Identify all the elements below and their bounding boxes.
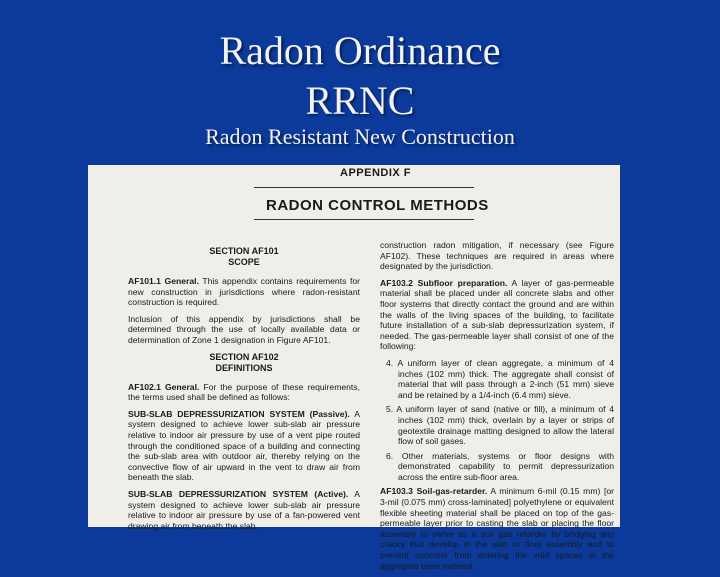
right-column [380, 240, 614, 577]
document-scan [88, 165, 620, 571]
paragraph [380, 486, 614, 571]
divider [254, 219, 474, 220]
list-item: 6. Other materials, systems or floor designs with demonstrated capability to permit depressurization across the entire sub-floor area. [386, 450, 614, 482]
slide-title-acronym: RRNC [305, 78, 415, 123]
list-item: 4. A uniform layer of clean aggregate, a minimum of 4 inches (102 mm) thick. The aggregate shall consist of material that will pass through a 2-inch (51 mm) sieve and be retained by a 1/4-inch (6.4 mm) sieve. [386, 357, 614, 400]
slide-title: Radon Ordinance [219, 28, 501, 73]
paragraph [128, 276, 360, 308]
paragraph-text: This appendix contains requirements for new construction in jurisdictions where radon-resistant construction is required. [128, 276, 360, 308]
section-heading-definitions: SECTION AF102 DEFINITIONS [209, 351, 279, 373]
divider [254, 187, 474, 188]
paragraph-head: AF103.3 Soil-gas-retarder. [380, 486, 488, 497]
document-title: RADON CONTROL METHODS [266, 197, 489, 214]
paragraph: Inclusion of this appendix by jurisdictions shall be determined through the use of locally available data or determination of Zone 1 designation in Figure AF101. [128, 313, 360, 345]
definition-term: SUB-SLAB DEPRESSURIZATION SYSTEM (Active). [128, 488, 349, 499]
left-column [128, 240, 360, 537]
definition-term: SUB-SLAB DEPRESSURIZATION SYSTEM (Passive). [128, 408, 350, 419]
paragraph-text: A layer of gas-permeable material shall be placed under all concrete slabs and other floor systems that directly contact the ground and are within the walls of the living spaces of the building, to facilitate future installation of a sub-slab depressurization system, if needed. The gas-permeable layer shall consist of one of the following: [380, 277, 614, 352]
paragraph [128, 382, 360, 403]
paragraph: construction radon mitigation, if necessary (see Figure AF102). These techniques are required in areas where designated by the jurisdiction. [380, 240, 614, 272]
appendix-label: APPENDIX F [340, 167, 412, 179]
paragraph-text: A minimum 6-mil (0.15 mm) [or 3-mil (0.075 mm) cross-laminated] polyethylene or equivalent flexible sheeting material shall be placed on top of the gas-permeable layer prior to casting the slab or placing the floor assembly to serve as a soil gas retarder by bridging any cracks that develop in the slab or floor assembly and to prevent concrete from entering the void spaces in the aggregate base material. [380, 486, 614, 571]
paragraph [380, 278, 614, 352]
section-heading-scope: SECTION AF101 SCOPE [209, 246, 279, 267]
paragraph-head: AF103.2 Subfloor preparation. [380, 277, 508, 288]
paragraph [128, 409, 360, 483]
slide-subtitle: Radon Resistant New Construction [205, 124, 515, 149]
definition-text: A system designed to achieve lower sub-slab air pressure relative to indoor air pressure by use of a fan-powered vent drawing air from beneath the slab. [128, 488, 360, 531]
paragraph [128, 489, 360, 531]
paragraph-text: For the purpose of these requirements, the terms used shall be defined as follows: [128, 381, 360, 403]
list-item: 5. A uniform layer of sand (native or fill), a minimum of 4 inches (102 mm) thick, overlain by a layer or strips of geotextile drainage matting designed to allow the lateral flow of soil gases. [386, 404, 614, 447]
definition-text: A system designed to achieve lower sub-slab air pressure relative to indoor air pressure by use of a vent pipe routed through the conditioned space of a building and connecting the sub-slab area with outdoor air, thereby relying on the convective flow of air upward in the vent to draw air from beneath the slab. [128, 408, 360, 483]
paragraph-head: AF102.1 General. [128, 381, 200, 392]
paragraph-head: AF101.1 General. [128, 276, 199, 286]
